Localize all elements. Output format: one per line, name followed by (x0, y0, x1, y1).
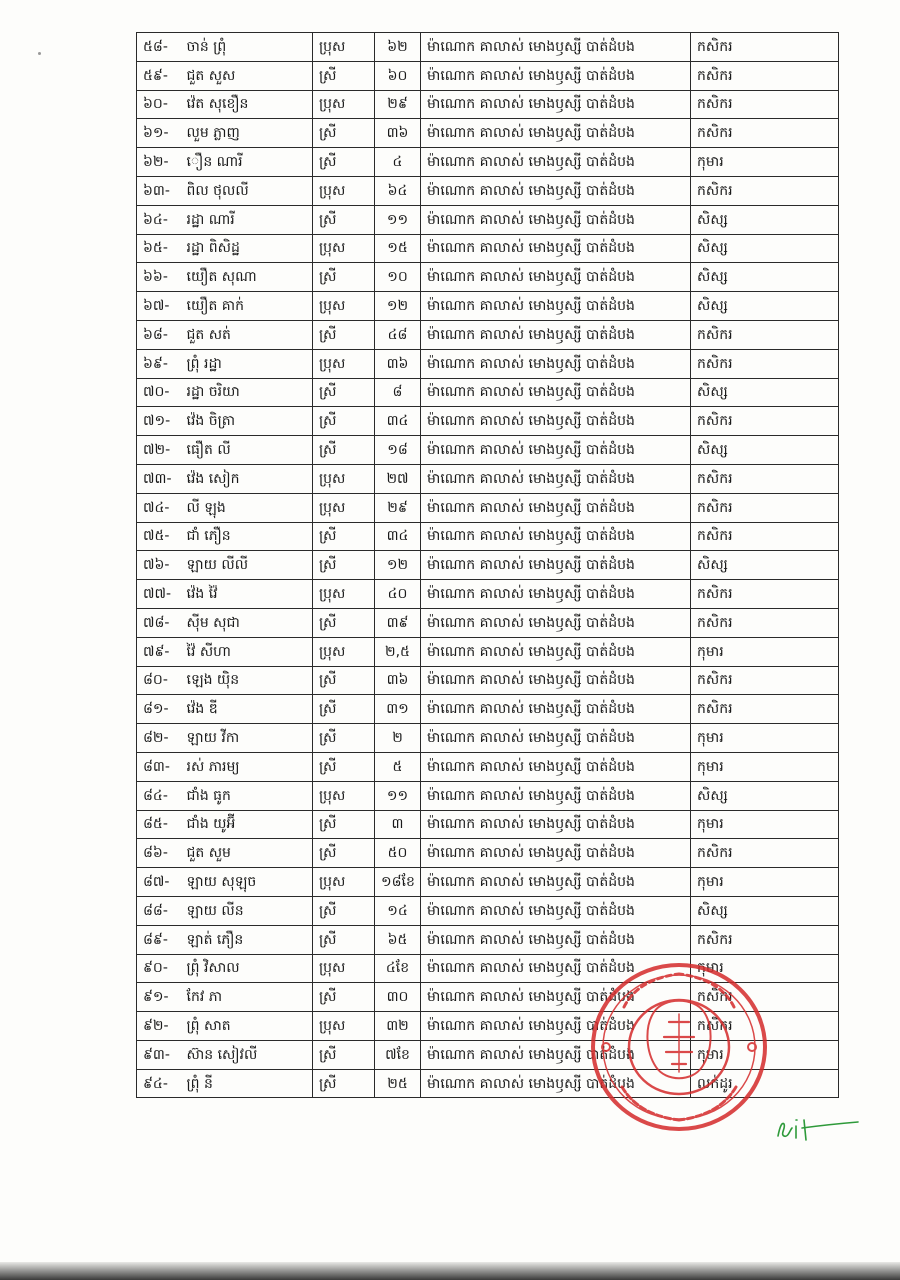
sex-cell: ស្រី (313, 205, 375, 234)
age-cell: ១១ (375, 781, 421, 810)
row-number-cell: ៩៤- (137, 1069, 181, 1098)
signature (772, 1108, 862, 1148)
table-row (137, 263, 839, 292)
person-name-cell: រដ្ឋា ចរិយា (181, 378, 313, 407)
row-number-cell: ៧៣- (137, 464, 181, 493)
address-cell: ម៉ាណោក គាលាស់ មោងឫស្សី បាត់ដំបង (421, 1012, 691, 1041)
person-name-cell: វ៉េង ចិត្រា (181, 407, 313, 436)
sex-cell: ស្រី (313, 378, 375, 407)
address-cell: ម៉ាណោក គាលាស់ មោងឫស្សី បាត់ដំបង (421, 61, 691, 90)
person-name-cell: ឡាយ លីលី (181, 551, 313, 580)
address-cell: ម៉ាណោក គាលាស់ មោងឫស្សី បាត់ដំបង (421, 695, 691, 724)
person-name-cell: ព្រុំ វិសាល (181, 954, 313, 983)
age-cell: ៦០ (375, 61, 421, 90)
occupation-cell: សិស្ស (691, 551, 839, 580)
table-row (137, 407, 839, 436)
person-name-cell: ធឿត លី (181, 436, 313, 465)
age-cell: ៣៦ (375, 349, 421, 378)
age-cell: ២,៥ (375, 637, 421, 666)
address-cell: ម៉ាណោក គាលាស់ មោងឫស្សី បាត់ដំបង (421, 522, 691, 551)
row-number-cell: ៨៣- (137, 752, 181, 781)
address-cell: ម៉ាណោក គាលាស់ មោងឫស្សី បាត់ដំបង (421, 868, 691, 897)
occupation-cell: កសិករ (691, 983, 839, 1012)
address-cell: ម៉ាណោក គាលាស់ មោងឫស្សី បាត់ដំបង (421, 666, 691, 695)
occupation-cell: កសិករ (691, 90, 839, 119)
occupation-cell: កសិករ (691, 666, 839, 695)
table-row (137, 896, 839, 925)
row-number-cell: ៦៤- (137, 205, 181, 234)
row-number-cell: ៩១- (137, 983, 181, 1012)
address-cell: ម៉ាណោក គាលាស់ មោងឫស្សី បាត់ដំបង (421, 493, 691, 522)
age-cell: ៤ខែ (375, 954, 421, 983)
age-cell: ៣៤ (375, 522, 421, 551)
sex-cell: ស្រី (313, 695, 375, 724)
sex-cell: ស្រី (313, 983, 375, 1012)
row-number-cell: ៦៨- (137, 320, 181, 349)
address-cell: ម៉ាណោក គាលាស់ មោងឫស្សី បាត់ដំបង (421, 580, 691, 609)
age-cell: ៤៨ (375, 320, 421, 349)
row-number-cell: ៩២- (137, 1012, 181, 1041)
occupation-cell: កុមារ (691, 148, 839, 177)
age-cell: ១២ (375, 292, 421, 321)
person-name-cell: ឿន ណារី (181, 148, 313, 177)
row-number-cell: ៧២- (137, 436, 181, 465)
sex-cell: ស្រី (313, 810, 375, 839)
roster-table (136, 32, 839, 1098)
age-cell: ៣០ (375, 983, 421, 1012)
sex-cell: ស្រី (313, 148, 375, 177)
table-row (137, 320, 839, 349)
occupation-cell: សិស្ស (691, 234, 839, 263)
person-name-cell: វ៉េង វ៉ៃ (181, 580, 313, 609)
sex-cell: ស្រី (313, 551, 375, 580)
occupation-cell: កសិករ (691, 580, 839, 609)
age-cell: ៣១ (375, 695, 421, 724)
address-cell: ម៉ាណោក គាលាស់ មោងឫស្សី បាត់ដំបង (421, 33, 691, 62)
age-cell: ១១ (375, 205, 421, 234)
age-cell: ២៩ (375, 493, 421, 522)
sex-cell: ប្រុស (313, 349, 375, 378)
occupation-cell: សិស្ស (691, 896, 839, 925)
sex-cell: ស្រី (313, 522, 375, 551)
table-row (137, 205, 839, 234)
person-name-cell: រដ្ឋា ណារី (181, 205, 313, 234)
occupation-cell: សិស្ស (691, 263, 839, 292)
occupation-cell: កសិករ (691, 349, 839, 378)
sex-cell: ស្រី (313, 1069, 375, 1098)
row-number-cell: ៧០- (137, 378, 181, 407)
age-cell: ៤០ (375, 580, 421, 609)
address-cell: ម៉ាណោក គាលាស់ មោងឫស្សី បាត់ដំបង (421, 464, 691, 493)
occupation-cell: កុមារ (691, 752, 839, 781)
occupation-cell: កុមារ (691, 868, 839, 897)
address-cell: ម៉ាណោក គាលាស់ មោងឫស្សី បាត់ដំបង (421, 205, 691, 234)
row-number-cell: ៦៧- (137, 292, 181, 321)
row-number-cell: ៩០- (137, 954, 181, 983)
row-number-cell: ៦៥- (137, 234, 181, 263)
address-cell: ម៉ាណោក គាលាស់ មោងឫស្សី បាត់ដំបង (421, 839, 691, 868)
address-cell: ម៉ាណោក គាលាស់ មោងឫស្សី បាត់ដំបង (421, 292, 691, 321)
occupation-cell: សិស្ស (691, 436, 839, 465)
person-name-cell: ព្រុំ នី (181, 1069, 313, 1098)
table-row (137, 666, 839, 695)
row-number-cell: ៨៦- (137, 839, 181, 868)
age-cell: ៤ (375, 148, 421, 177)
person-name-cell: ឡាត់ ភឿន (181, 925, 313, 954)
address-cell: ម៉ាណោក គាលាស់ មោងឫស្សី បាត់ដំបង (421, 608, 691, 637)
person-name-cell: រដ្ឋា ពិសិដ្ឋ (181, 234, 313, 263)
table-row (137, 724, 839, 753)
person-name-cell: ជួត សួម (181, 839, 313, 868)
person-name-cell: ជួត សត់ (181, 320, 313, 349)
table-row (137, 868, 839, 897)
sex-cell: ស្រី (313, 608, 375, 637)
occupation-cell: កសិករ (691, 1012, 839, 1041)
person-name-cell: យឿត សុណា (181, 263, 313, 292)
table-row (137, 752, 839, 781)
table-row (137, 493, 839, 522)
age-cell: ១៨ (375, 436, 421, 465)
address-cell: ម៉ាណោក គាលាស់ មោងឫស្សី បាត់ដំបង (421, 1069, 691, 1098)
table-row (137, 464, 839, 493)
table-row (137, 90, 839, 119)
address-cell: ម៉ាណោក គាលាស់ មោងឫស្សី បាត់ដំបង (421, 378, 691, 407)
row-number-cell: ៦៦- (137, 263, 181, 292)
occupation-cell: កុមារ (691, 1040, 839, 1069)
age-cell: ២ (375, 724, 421, 753)
table-row (137, 176, 839, 205)
occupation-cell: កុមារ (691, 724, 839, 753)
table-row (137, 580, 839, 609)
person-name-cell: វ៉េត សុខឿន (181, 90, 313, 119)
table-row (137, 954, 839, 983)
sex-cell: ស្រី (313, 724, 375, 753)
row-number-cell: ៧៨- (137, 608, 181, 637)
table-row (137, 33, 839, 62)
person-name-cell: រស់ ភារម្យ (181, 752, 313, 781)
person-name-cell: វ៉េង សៀក (181, 464, 313, 493)
scan-bottom-edge (0, 1262, 900, 1280)
age-cell: ៣៩ (375, 608, 421, 637)
row-number-cell: ៨៨- (137, 896, 181, 925)
sex-cell: ប្រុស (313, 580, 375, 609)
person-name-cell: ព្រុំ រដ្ឋា (181, 349, 313, 378)
sex-cell: ស្រី (313, 1040, 375, 1069)
address-cell: ម៉ាណោក គាលាស់ មោងឫស្សី បាត់ដំបង (421, 407, 691, 436)
sex-cell: ប្រុស (313, 637, 375, 666)
age-cell: ៥០ (375, 839, 421, 868)
address-cell: ម៉ាណោក គាលាស់ មោងឫស្សី បាត់ដំបង (421, 724, 691, 753)
sex-cell: ស្រី (313, 407, 375, 436)
row-number-cell: ៦៩- (137, 349, 181, 378)
occupation-cell: សិស្ស (691, 292, 839, 321)
table-row (137, 810, 839, 839)
scan-speck (38, 52, 41, 55)
occupation-cell: កសិករ (691, 320, 839, 349)
table-row (137, 925, 839, 954)
sex-cell: ស្រី (313, 666, 375, 695)
person-name-cell: ចាន់ ព្រុំ (181, 33, 313, 62)
age-cell: ២៧ (375, 464, 421, 493)
row-number-cell: ៨៥- (137, 810, 181, 839)
sex-cell: ស្រី (313, 925, 375, 954)
age-cell: ៣២ (375, 1012, 421, 1041)
age-cell: ១៥ (375, 234, 421, 263)
row-number-cell: ៦៣- (137, 176, 181, 205)
address-cell: ម៉ាណោក គាលាស់ មោងឫស្សី បាត់ដំបង (421, 90, 691, 119)
address-cell: ម៉ាណោក គាលាស់ មោងឫស្សី បាត់ដំបង (421, 1040, 691, 1069)
address-cell: ម៉ាណោក គាលាស់ មោងឫស្សី បាត់ដំបង (421, 781, 691, 810)
occupation-cell: កសិករ (691, 407, 839, 436)
address-cell: ម៉ាណោក គាលាស់ មោងឫស្សី បាត់ដំបង (421, 148, 691, 177)
table-row (137, 983, 839, 1012)
address-cell: ម៉ាណោក គាលាស់ មោងឫស្សី បាត់ដំបង (421, 176, 691, 205)
occupation-cell: កុមារ (691, 637, 839, 666)
occupation-cell: កសិករ (691, 608, 839, 637)
sex-cell: ប្រុស (313, 292, 375, 321)
table-row (137, 378, 839, 407)
row-number-cell: ៨២- (137, 724, 181, 753)
table-row (137, 551, 839, 580)
row-number-cell: ៨៤- (137, 781, 181, 810)
address-cell: ម៉ាណោក គាលាស់ មោងឫស្សី បាត់ដំបង (421, 637, 691, 666)
age-cell: ១០ (375, 263, 421, 292)
age-cell: ៦២ (375, 33, 421, 62)
sex-cell: ស្រី (313, 61, 375, 90)
table-row (137, 292, 839, 321)
row-number-cell: ៧៤- (137, 493, 181, 522)
row-number-cell: ៧៥- (137, 522, 181, 551)
row-number-cell: ៧៩- (137, 637, 181, 666)
sex-cell: ប្រុស (313, 1012, 375, 1041)
occupation-cell: កសិករ (691, 493, 839, 522)
table-row (137, 349, 839, 378)
person-name-cell: ស៊ាន សៀវលី (181, 1040, 313, 1069)
occupation-cell: កសិករ (691, 119, 839, 148)
person-name-cell: ជួត សួស (181, 61, 313, 90)
occupation-cell: សិស្ស (691, 378, 839, 407)
sex-cell: ស្រី (313, 263, 375, 292)
address-cell: ម៉ាណោក គាលាស់ មោងឫស្សី បាត់ដំបង (421, 983, 691, 1012)
sex-cell: ប្រុស (313, 868, 375, 897)
person-name-cell: ឡាយ វីកា (181, 724, 313, 753)
table-row (137, 522, 839, 551)
age-cell: ១៤ (375, 896, 421, 925)
sex-cell: ស្រី (313, 119, 375, 148)
occupation-cell: កសិករ (691, 839, 839, 868)
age-cell: ៣៦ (375, 119, 421, 148)
age-cell: ៦៥ (375, 925, 421, 954)
table-row (137, 695, 839, 724)
address-cell: ម៉ាណោក គាលាស់ មោងឫស្សី បាត់ដំបង (421, 234, 691, 263)
row-number-cell: ៨១- (137, 695, 181, 724)
occupation-cell: កសិករ (691, 695, 839, 724)
row-number-cell: ៩៣- (137, 1040, 181, 1069)
age-cell: ៣៦ (375, 666, 421, 695)
table-row (137, 148, 839, 177)
row-number-cell: ៦១- (137, 119, 181, 148)
table-row (137, 119, 839, 148)
person-name-cell: យឿត គាក់ (181, 292, 313, 321)
occupation-cell: កសិករ (691, 925, 839, 954)
address-cell: ម៉ាណោក គាលាស់ មោងឫស្សី បាត់ដំបង (421, 349, 691, 378)
sex-cell: ប្រុស (313, 176, 375, 205)
row-number-cell: ៨០- (137, 666, 181, 695)
person-name-cell: លួម ភ្លាញ (181, 119, 313, 148)
row-number-cell: ៨៩- (137, 925, 181, 954)
table-row (137, 637, 839, 666)
sex-cell: ស្រី (313, 896, 375, 925)
table-row (137, 1040, 839, 1069)
sex-cell: ប្រុស (313, 90, 375, 119)
occupation-cell: កសិករ (691, 33, 839, 62)
row-number-cell: ៨៧- (137, 868, 181, 897)
signature-graphic (772, 1108, 862, 1148)
person-name-cell: ជាំង ធូក (181, 781, 313, 810)
table-row (137, 1069, 839, 1098)
address-cell: ម៉ាណោក គាលាស់ មោងឫស្សី បាត់ដំបង (421, 320, 691, 349)
person-name-cell: ជាំ ភឿន (181, 522, 313, 551)
address-cell: ម៉ាណោក គាលាស់ មោងឫស្សី បាត់ដំបង (421, 119, 691, 148)
age-cell: ៣ (375, 810, 421, 839)
occupation-cell: កសិករ (691, 464, 839, 493)
age-cell: ១២ (375, 551, 421, 580)
row-number-cell: ៥៨- (137, 33, 181, 62)
row-number-cell: ៦២- (137, 148, 181, 177)
person-name-cell: ឡេង យ៉ិន (181, 666, 313, 695)
sex-cell: ប្រុស (313, 234, 375, 263)
occupation-cell: កុមារ (691, 954, 839, 983)
sex-cell: ប្រុស (313, 33, 375, 62)
occupation-cell: កសិករ (691, 61, 839, 90)
age-cell: ១៨ខែ (375, 868, 421, 897)
sex-cell: ប្រុស (313, 954, 375, 983)
sex-cell: ស្រី (313, 436, 375, 465)
row-number-cell: ៧១- (137, 407, 181, 436)
address-cell: ម៉ាណោក គាលាស់ មោងឫស្សី បាត់ដំបង (421, 925, 691, 954)
table-row (137, 1012, 839, 1041)
address-cell: ម៉ាណោក គាលាស់ មោងឫស្សី បាត់ដំបង (421, 263, 691, 292)
age-cell: ៧ខែ (375, 1040, 421, 1069)
occupation-cell: កសិករ (691, 176, 839, 205)
address-cell: ម៉ាណោក គាលាស់ មោងឫស្សី បាត់ដំបង (421, 954, 691, 983)
table-row (137, 839, 839, 868)
person-name-cell: វ៉ៃ សីហា (181, 637, 313, 666)
age-cell: ២៥ (375, 1069, 421, 1098)
row-number-cell: ៦០- (137, 90, 181, 119)
person-name-cell: ជាំង យូអ៊ី (181, 810, 313, 839)
sex-cell: ប្រុស (313, 781, 375, 810)
sex-cell: ស្រី (313, 752, 375, 781)
sex-cell: ស្រី (313, 839, 375, 868)
age-cell: ៨ (375, 378, 421, 407)
sex-cell: ស្រី (313, 320, 375, 349)
roster-body (137, 33, 839, 1098)
row-number-cell: ៧៦- (137, 551, 181, 580)
person-name-cell: កែវ ភា (181, 983, 313, 1012)
occupation-cell: សិស្ស (691, 205, 839, 234)
table-row (137, 608, 839, 637)
occupation-cell: សិស្ស (691, 781, 839, 810)
row-number-cell: ៥៩- (137, 61, 181, 90)
sex-cell: ប្រុស (313, 493, 375, 522)
age-cell: ៣៤ (375, 407, 421, 436)
address-cell: ម៉ាណោក គាលាស់ មោងឫស្សី បាត់ដំបង (421, 436, 691, 465)
person-name-cell: ឡាយ លីន (181, 896, 313, 925)
person-name-cell: ពិល ថុលលី (181, 176, 313, 205)
occupation-cell: លក់ដូរ (691, 1069, 839, 1098)
address-cell: ម៉ាណោក គាលាស់ មោងឫស្សី បាត់ដំបង (421, 896, 691, 925)
table-row (137, 436, 839, 465)
sex-cell: ប្រុស (313, 464, 375, 493)
person-name-cell: ស៊ីម សុជា (181, 608, 313, 637)
age-cell: ៦៤ (375, 176, 421, 205)
address-cell: ម៉ាណោក គាលាស់ មោងឫស្សី បាត់ដំបង (421, 810, 691, 839)
table-row (137, 61, 839, 90)
table-row (137, 234, 839, 263)
person-name-cell: ឡាយ សុឡុច (181, 868, 313, 897)
table-row (137, 781, 839, 810)
row-number-cell: ៧៧- (137, 580, 181, 609)
person-name-cell: វ៉េង ឌី (181, 695, 313, 724)
age-cell: ២៩ (375, 90, 421, 119)
occupation-cell: កសិករ (691, 522, 839, 551)
person-name-cell: លី ឡុង (181, 493, 313, 522)
occupation-cell: កុមារ (691, 810, 839, 839)
person-name-cell: ព្រុំ សាត (181, 1012, 313, 1041)
address-cell: ម៉ាណោក គាលាស់ មោងឫស្សី បាត់ដំបង (421, 752, 691, 781)
address-cell: ម៉ាណោក គាលាស់ មោងឫស្សី បាត់ដំបង (421, 551, 691, 580)
age-cell: ៥ (375, 752, 421, 781)
